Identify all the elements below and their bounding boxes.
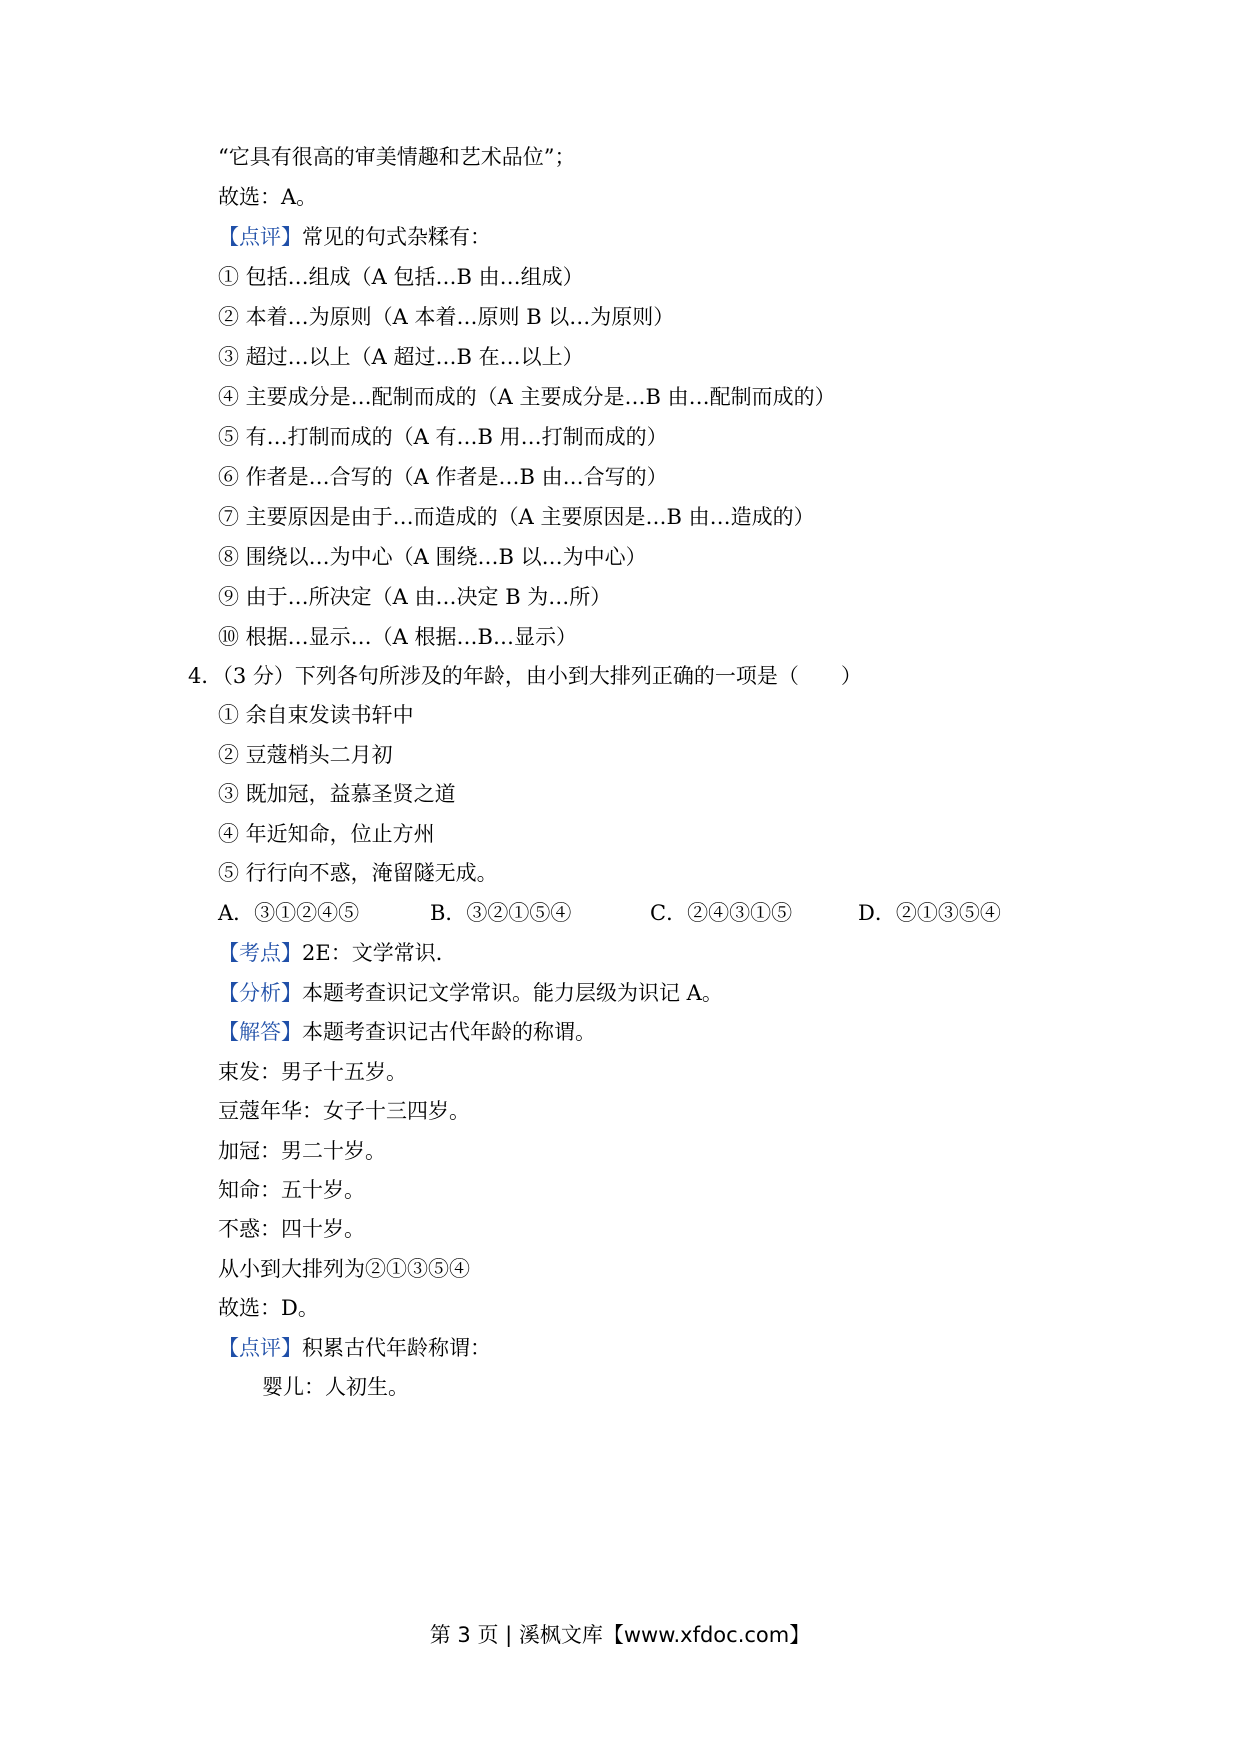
dianping-tag: 【点评】 [218, 1336, 302, 1360]
pattern-1: ① 包括…组成（A 包括…B 由…组成） [218, 265, 584, 289]
explanation-3: 加冠：男二十岁。 [218, 1139, 386, 1163]
q3-answer: 故选：A。 [218, 185, 318, 209]
q4-item-4: ④ 年近知命，位止方州 [218, 822, 435, 846]
explanation-2: 豆蔻年华：女子十三四岁。 [218, 1099, 470, 1123]
fenxi-text: 本题考查识记文学常识。能力层级为识记 A。 [302, 981, 723, 1005]
q4-fenxi [218, 978, 723, 1008]
page-footer: 第 3 页 | 溪枫文库【www.xfdoc.com】 [429, 1623, 811, 1647]
quote-line: “它具有很高的审美情趣和艺术品位”； [218, 145, 576, 169]
q3-comment [218, 222, 491, 252]
explanation-4: 知命：五十岁。 [218, 1178, 365, 1202]
q4-item-2: ② 豆蔻梢头二月初 [218, 743, 393, 767]
fenxi-tag: 【分析】 [218, 981, 302, 1005]
pattern-9: ⑨ 由于…所决定（A 由…决定 B 为…所） [218, 585, 612, 609]
pattern-8: ⑧ 围绕以…为中心（A 围绕…B 以…为中心） [218, 545, 647, 569]
q4-item-1: ① 余自束发读书轩中 [218, 703, 414, 727]
pattern-10: ⑩ 根据…显示…（A 根据…B…显示） [218, 625, 577, 649]
q4-kaodian [218, 938, 457, 968]
q4-stem: 4．（3 分）下列各句所涉及的年龄，由小到大排列正确的一项是（ ） [188, 664, 862, 688]
explanation-6: 从小到大排列为②①③⑤④ [218, 1257, 470, 1281]
jieda-tag: 【解答】 [218, 1020, 302, 1044]
explanation-5: 不惑：四十岁。 [218, 1217, 365, 1241]
option-c: C．②④③①⑤ [650, 901, 793, 925]
comment-tag: 【点评】 [218, 225, 302, 249]
pattern-2: ② 本着…为原则（A 本着…原则 B 以…为原则） [218, 305, 675, 329]
q4-jieda [218, 1017, 596, 1047]
dianping-text: 积累古代年龄称谓： [302, 1336, 491, 1360]
pattern-4: ④ 主要成分是…配制而成的（A 主要成分是…B 由…配制而成的） [218, 385, 836, 409]
q4-answer: 故选：D。 [218, 1296, 319, 1320]
option-a: A．③①②④⑤ [218, 901, 360, 925]
pattern-3: ③ 超过…以上（A 超过…B 在…以上） [218, 345, 584, 369]
q4-item-5: ⑤ 行行向不惑，淹留隧无成。 [218, 861, 498, 885]
q4-item-3: ③ 既加冠，益慕圣贤之道 [218, 782, 456, 806]
kaodian-tag: 【考点】 [218, 941, 302, 965]
option-b: B．③②①⑤④ [430, 901, 572, 925]
dianping-first: 婴儿：人初生。 [262, 1375, 409, 1399]
pattern-5: ⑤ 有…打制而成的（A 有…B 用…打制而成的） [218, 425, 668, 449]
q4-dianping [218, 1333, 491, 1363]
pattern-6: ⑥ 作者是…合写的（A 作者是…B 由…合写的） [218, 465, 668, 489]
kaodian-text: 2E：文学常识． [302, 941, 457, 965]
comment-text: 常见的句式杂糅有： [302, 225, 491, 249]
pattern-7: ⑦ 主要原因是由于…而造成的（A 主要原因是…B 由…造成的） [218, 505, 815, 529]
explanation-1: 束发：男子十五岁。 [218, 1060, 407, 1084]
jieda-text: 本题考查识记古代年龄的称谓。 [302, 1020, 596, 1044]
option-d: D．②①③⑤④ [858, 901, 1001, 925]
